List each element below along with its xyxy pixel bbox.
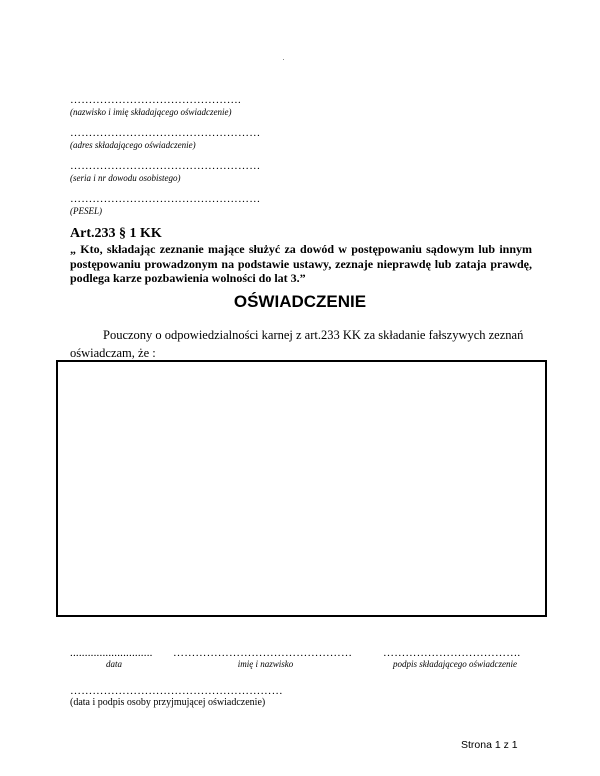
- id-card-dotted-line[interactable]: ……………………………………………: [70, 160, 261, 172]
- article-quote: „ Kto, składając zeznanie mające służyć za dowód w postępowaniu sądowym lub innym postępowaniu prowadzonym na podstawie ustawy, zeznaje nieprawdę lub zataja prawdę, podlega karze pozbawienia wolności do lat 3.”: [70, 242, 532, 285]
- recipient-label: (data i podpis osoby przyjmującej oświadczenie): [70, 697, 266, 708]
- date-dotted-line[interactable]: ............................: [70, 647, 153, 659]
- scan-speck: [283, 59, 284, 60]
- intro-line-2: oświadczam, że :: [70, 346, 156, 360]
- signature-dotted-line[interactable]: ……………………………….: [383, 647, 521, 659]
- signature-label: podpis składającego oświadczenie: [393, 659, 517, 669]
- intro-line-1: Pouczony o odpowiedzialności karnej z art.233 KK za składanie fałszywych zeznań: [103, 328, 524, 342]
- address-hint: (adres składającego oświadczenie): [70, 140, 196, 150]
- id-card-hint: (seria i nr dowodu osobistego): [70, 173, 181, 183]
- article-title: Art.233 § 1 KK: [70, 226, 162, 241]
- pesel-hint: (PESEL): [70, 206, 102, 216]
- date-label: data: [105, 659, 122, 669]
- full-name-label: imię i nazwisko: [237, 659, 294, 669]
- name-dotted-line[interactable]: ……………………………………….: [70, 94, 241, 106]
- document-heading: OŚWIADCZENIE: [233, 292, 367, 311]
- full-name-dotted-line[interactable]: …………………………………………: [173, 647, 353, 659]
- name-hint: (nazwisko i imię składającego oświadczenie): [70, 107, 232, 117]
- statement-box[interactable]: [56, 360, 547, 617]
- address-dotted-line[interactable]: ……………………………………………: [70, 127, 261, 139]
- page-number: Strona 1 z 1: [461, 739, 518, 751]
- recipient-dotted-line[interactable]: …………………………………………………: [70, 685, 283, 697]
- pesel-dotted-line[interactable]: ……………………………………………: [70, 193, 261, 205]
